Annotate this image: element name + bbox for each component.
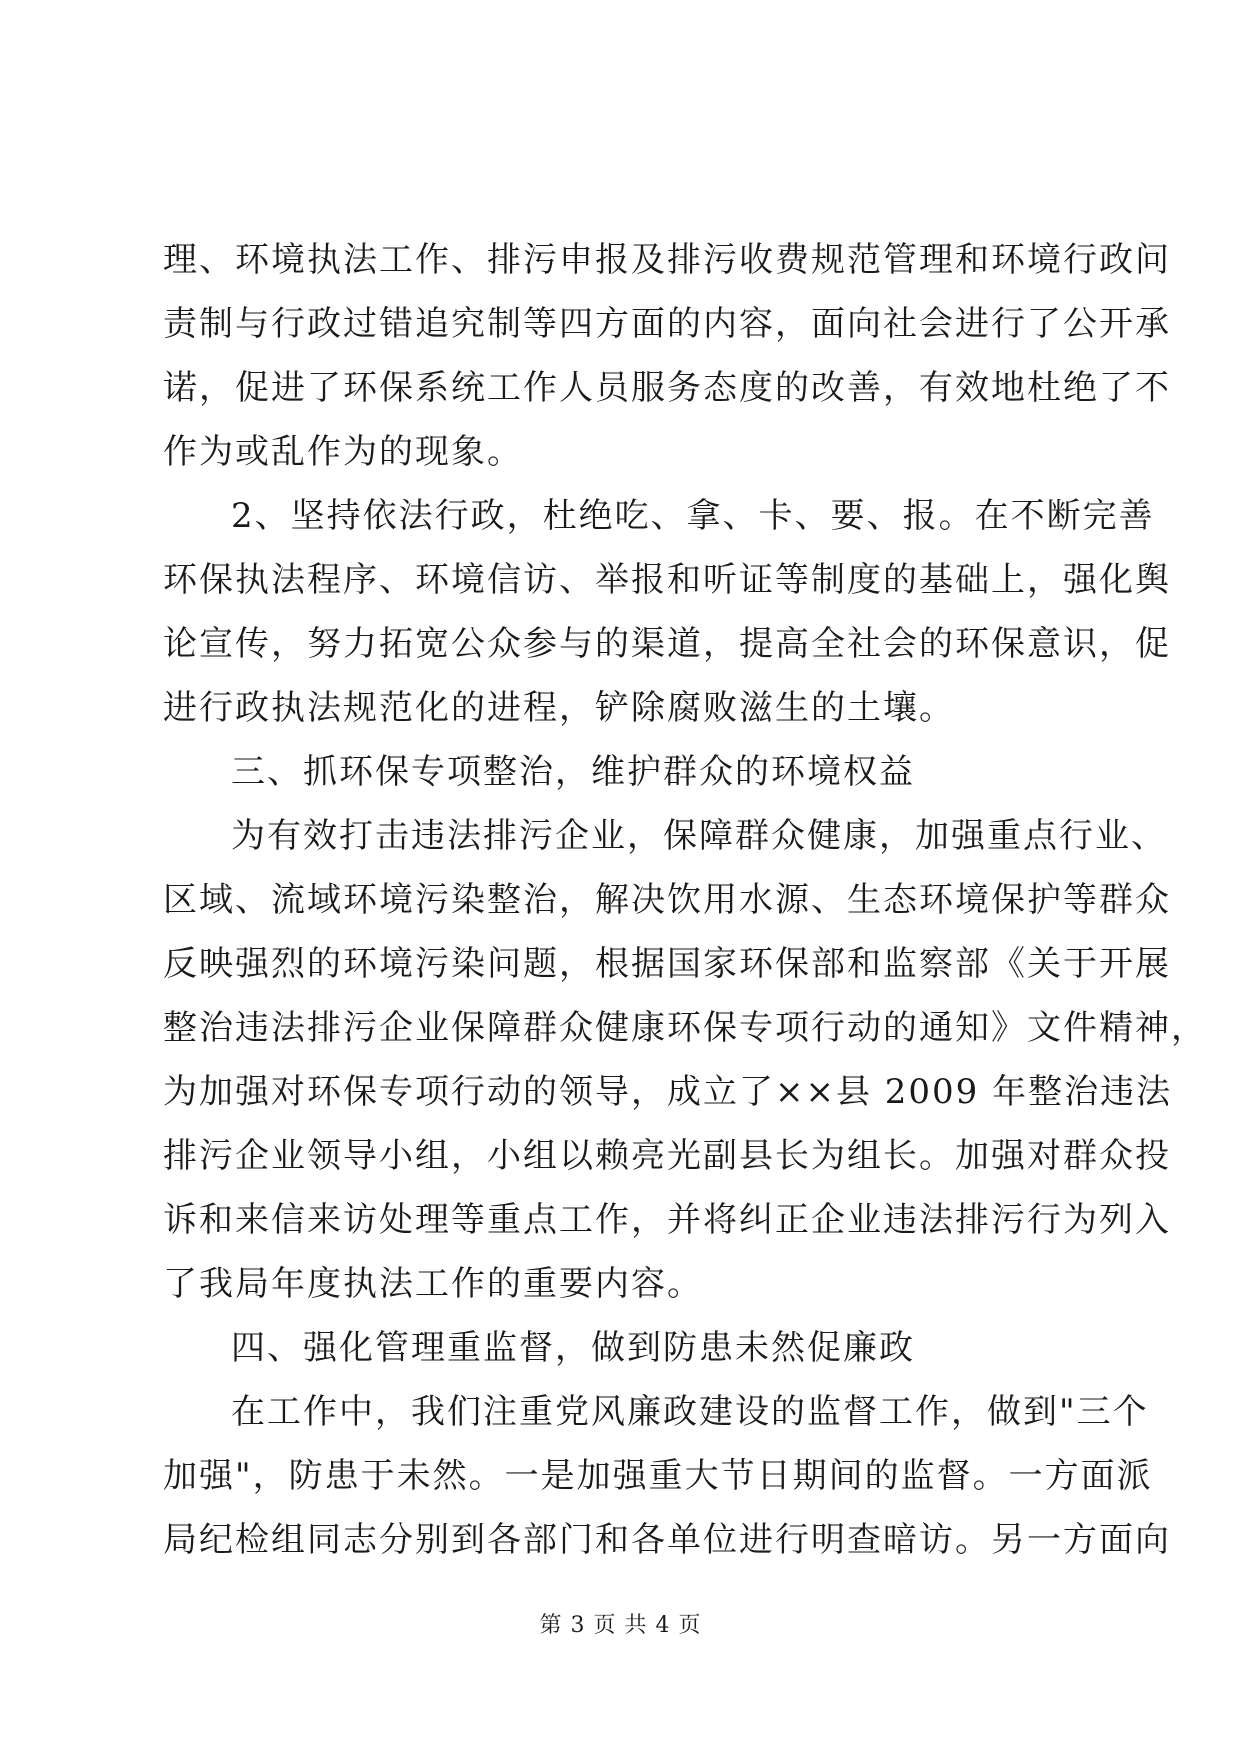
text-line: 整治违法排污企业保障群众健康环保专项行动的通知》文件精神， [163, 1008, 1207, 1048]
text-line: 反映强烈的环境污染问题，根据国家环保部和监察部《关于开展 [163, 944, 1171, 984]
text-line: 了我局年度执法工作的重要内容。 [163, 1264, 703, 1304]
text-line: 区域、流域环境污染整治，解决饮用水源、生态环境保护等群众 [163, 880, 1171, 920]
section-heading: 三、抓环保专项整治，维护群众的环境权益 [231, 752, 915, 792]
document-body [163, 228, 1207, 1572]
text-line: 诉和来信来访处理等重点工作，并将纠正企业违法排污行为列入 [163, 1200, 1171, 1240]
text-line: 局纪检组同志分别到各部门和各单位进行明查暗访。另一方面向 [163, 1520, 1171, 1560]
text-line: 环保执法程序、环境信访、举报和听证等制度的基础上，强化舆 [163, 560, 1171, 600]
text-line: 为加强对环保专项行动的领导，成立了××县 2009 年整治违法 [163, 1072, 1173, 1112]
text-line: 责制与行政过错追究制等四方面的内容，面向社会进行了公开承 [163, 304, 1171, 344]
text-line: 加强"，防患于未然。一是加强重大节日期间的监督。一方面派 [163, 1456, 1153, 1496]
text-line: 诺，促进了环保系统工作人员服务态度的改善，有效地杜绝了不 [163, 368, 1171, 408]
text-line: 排污企业领导小组，小组以赖亮光副县长为组长。加强对群众投 [163, 1136, 1171, 1176]
text-line: 2、坚持依法行政，杜绝吃、拿、卡、要、报。在不断完善 [231, 496, 1155, 536]
text-line: 在工作中，我们注重党风廉政建设的监督工作，做到"三个 [231, 1392, 1149, 1432]
text-line: 论宣传，努力拓宽公众参与的渠道，提高全社会的环保意识，促 [163, 624, 1171, 664]
section-heading: 四、强化管理重监督，做到防患未然促廉政 [231, 1328, 915, 1368]
page-number-footer: 第 3 页 共 4 页 [539, 1613, 702, 1638]
text-line: 进行政执法规范化的进程，铲除腐败滋生的土壤。 [163, 688, 955, 728]
text-line: 作为或乱作为的现象。 [163, 432, 523, 472]
text-line: 为有效打击违法排污企业，保障群众健康，加强重点行业、 [231, 816, 1167, 856]
text-line: 理、环境执法工作、排污申报及排污收费规范管理和环境行政问 [163, 240, 1171, 280]
